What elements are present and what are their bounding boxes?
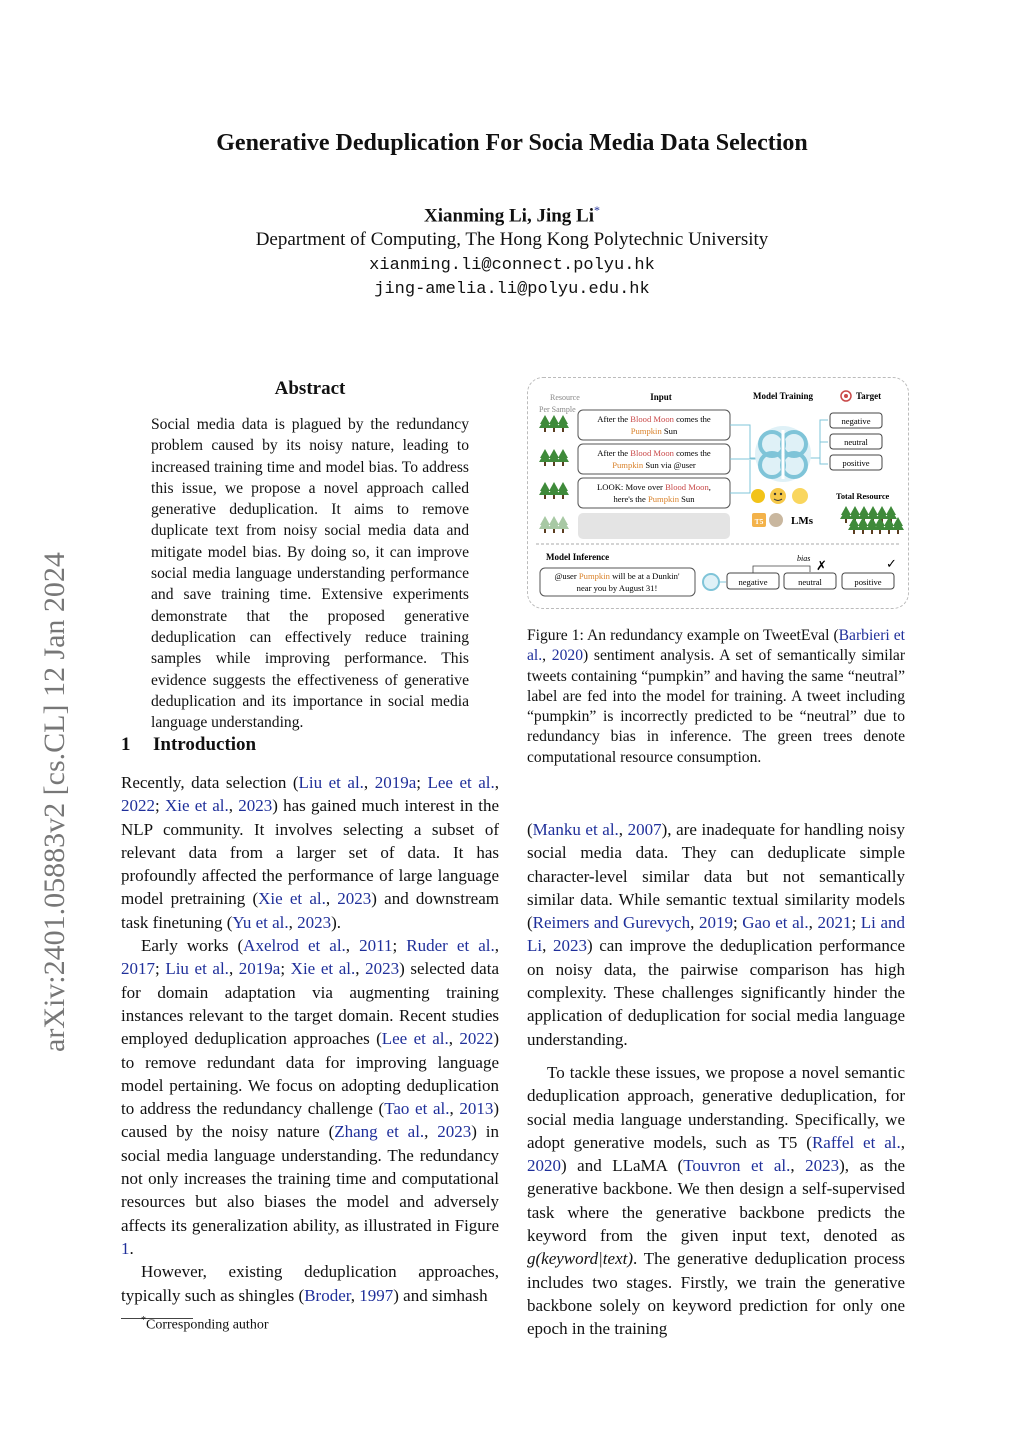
- total-resource-trees: [840, 506, 904, 534]
- figure-1-diagram: [528, 378, 908, 608]
- brain-model-icon: [755, 426, 811, 482]
- section-heading-introduction: [121, 734, 256, 756]
- footnote-text: Corresponding author: [146, 1317, 269, 1333]
- tree-icon-faded: [539, 516, 569, 533]
- citation-link[interactable]: Xie et al.: [258, 889, 326, 909]
- text-run: ,: [449, 1099, 460, 1119]
- text-run: comes the: [673, 448, 711, 458]
- citation-link[interactable]: Lee et al.: [427, 773, 495, 792]
- highlight-pumpkin: Pumpkin: [630, 426, 662, 436]
- text-run: Recently, data selection (: [121, 773, 299, 792]
- paragraph-right-1: [527, 818, 905, 1051]
- text-run: Early works (: [141, 936, 244, 956]
- ernie-icon: [792, 488, 808, 504]
- target-positive-label: positive: [842, 458, 870, 468]
- model-training-label: Model Training: [753, 391, 813, 401]
- section-number: 1: [121, 734, 131, 755]
- citation-link[interactable]: Zhang et al.: [334, 1122, 425, 1142]
- t5-label: T5: [754, 517, 764, 526]
- target-box-positive: [830, 455, 882, 470]
- text-run: ,: [542, 936, 553, 956]
- text-run: ,: [288, 912, 298, 932]
- citation-link[interactable]: 2017: [121, 959, 155, 979]
- text-run: (: [527, 820, 533, 839]
- text-run: ,: [355, 959, 366, 979]
- check-mark-icon: ✓: [886, 556, 897, 571]
- citation-link[interactable]: Broder: [304, 1285, 351, 1305]
- text-run: ,: [424, 1122, 438, 1142]
- citation-link[interactable]: 2022: [121, 796, 155, 816]
- citation-link[interactable]: 2019: [698, 913, 733, 933]
- text-run: .: [129, 1238, 134, 1258]
- text-run: After the: [597, 448, 631, 458]
- paragraph-right-2: [527, 1061, 905, 1341]
- highlight-blood-moon: Blood Moon: [665, 482, 709, 492]
- citation-link[interactable]: 2023: [337, 889, 372, 909]
- citation-link[interactable]: Reimers and Gurevych: [532, 913, 691, 933]
- text-run: ) has gained much interest in the NLP community. It involves selecting a subset of relevant data from a larger set of data. It has profoundly affected the performance of large language model pretraining (: [121, 796, 499, 909]
- input-1-line-1: [597, 414, 711, 424]
- citation-link[interactable]: Barbieri et al.: [527, 627, 905, 665]
- citation-link[interactable]: 2021: [817, 913, 852, 933]
- input-box-1: [578, 410, 730, 440]
- text-run: ,: [542, 647, 552, 665]
- citation-link[interactable]: Liu et al.: [298, 773, 364, 792]
- arxiv-stamp-text: arXiv:2401.05883v2 [cs.CL] 12 Jan 2024: [38, 552, 71, 1052]
- text-run: ) and simhash: [393, 1285, 488, 1305]
- text-run: To tackle these issues, we propose a novel semantic deduplication approach, generative deduplication, for social media language understanding. Specifically, we adopt generative models, such as T5 (: [527, 1062, 905, 1152]
- text-run: ,: [350, 1285, 360, 1305]
- citation-link[interactable]: Li and Li: [527, 913, 906, 956]
- citation-link[interactable]: 2023: [437, 1122, 472, 1142]
- citation-link[interactable]: Manku et al.: [532, 820, 619, 839]
- citation-link[interactable]: 2023: [238, 796, 273, 816]
- inference-input-box: [540, 568, 695, 596]
- text-run: Sun: [679, 494, 695, 504]
- text-run: Sun: [661, 426, 678, 436]
- pred-box-positive: [842, 573, 894, 589]
- pred-positive-label: positive: [854, 577, 882, 587]
- text-run: ) sentiment analysis. A set of semantically similar tweets containing “pumpkin” and having the same “neutral” label are fed into the model for training. A tweet including “pumpkin” is incorrectly predicted to be “neutral” due to redundancy bias in inference. The green trees denote computational resource consumption.: [527, 647, 906, 766]
- text-run: ,: [363, 773, 375, 792]
- highlight-pumpkin: Pumpkin: [578, 571, 610, 581]
- citation-link[interactable]: Touvron et al.: [683, 1156, 791, 1176]
- affiliation: Department of Computing, The Hong Kong Polytechnic University: [255, 229, 769, 250]
- tree-icon-sample-1: [539, 415, 569, 432]
- citation-link[interactable]: 1: [121, 1238, 130, 1258]
- email-xianming: xianming.li@connect.polyu.hk: [369, 256, 655, 275]
- arxiv-stamp: [14, 430, 78, 1080]
- citation-link[interactable]: 1997: [359, 1285, 394, 1305]
- text-run: LOOK: Move over: [597, 482, 666, 492]
- text-run: After the: [597, 414, 631, 424]
- input-2-line-1: [597, 448, 711, 458]
- text-run: ,: [448, 1029, 460, 1049]
- input-placeholder-box: [578, 513, 730, 539]
- figure-1-caption: [527, 626, 905, 768]
- abstract-heading: Abstract: [274, 378, 346, 399]
- highlight-pumpkin: Pumpkin: [647, 494, 679, 504]
- citation-link[interactable]: 2023: [365, 959, 400, 979]
- citation-link[interactable]: Yu et al.: [232, 912, 289, 932]
- citation-link[interactable]: 2023: [552, 936, 587, 956]
- text-run: However, existing deduplication approaches, typically such as shingles (: [121, 1262, 499, 1305]
- math-expression: g(keyword|text): [527, 1249, 633, 1269]
- paper-title: Generative Deduplication For Socia Media Data Selection: [216, 130, 808, 156]
- text-run: ) can improve the deduplication performance on noisy data, the pairwise comparison has high complexity. These challenges significantly hinder the application of deduplication for social media language understanding.: [527, 936, 905, 1049]
- citation-link[interactable]: 2007: [627, 820, 662, 839]
- citation-link[interactable]: 2020: [551, 647, 583, 665]
- text-run: ,: [494, 773, 499, 792]
- text-run: ,: [618, 820, 628, 839]
- citation-link[interactable]: 2019a: [374, 773, 417, 792]
- text-run: ).: [331, 912, 342, 932]
- citation-link[interactable]: 2011: [359, 936, 393, 956]
- highlight-blood-moon: Blood Moon: [630, 448, 674, 458]
- bias-arrow: [753, 566, 810, 573]
- text-run: ), are inadequate for handling noisy social media data. They can deduplicate simple character-level similar data but not semantically similar data. While semantic textual similarity models (: [527, 820, 906, 933]
- text-run: ,: [494, 936, 500, 956]
- paragraph-intro-1: [121, 771, 499, 934]
- text-run: ,: [345, 936, 360, 956]
- citation-link[interactable]: 2020: [527, 1156, 561, 1176]
- text-run: ;: [392, 936, 407, 956]
- text-run: ) selected data for domain adaptation via augmenting training instances relevant to the target domain. Recent studies employed deduplication approaches (: [121, 959, 499, 1049]
- input-2-line-2: [612, 460, 696, 470]
- paragraph-intro-3: [121, 1260, 499, 1307]
- citation-link[interactable]: 2022: [459, 1029, 494, 1049]
- target-negative-label: negative: [841, 416, 871, 426]
- text-run: near you by August 31!: [576, 583, 658, 593]
- llama-icon: [769, 513, 783, 527]
- cross-mark-icon: ✗: [816, 558, 827, 573]
- text-run: ) to remove redundant data for improving language model pertaining. We focus on adopting deduplication to address the redundancy challenge (: [121, 1029, 500, 1119]
- section-title: Introduction: [153, 734, 257, 755]
- email-jing: jing-amelia.li@polyu.edu.hk: [374, 280, 650, 299]
- text-run: ) caused by the noisy nature (: [121, 1099, 500, 1142]
- target-box-negative: [830, 413, 882, 428]
- target-icon: [841, 391, 851, 401]
- citation-link[interactable]: 2013: [459, 1099, 494, 1119]
- lms-label: LMs: [791, 515, 813, 527]
- input-3-line-2: [613, 494, 695, 504]
- text-run: here's the: [613, 494, 648, 504]
- text-run: ), as the generative backbone. We then design a self-supervised task where the generative backbone predicts the keyword from the given input text, denoted as: [527, 1156, 906, 1246]
- citation-link[interactable]: Xie et al.: [290, 959, 356, 979]
- highlight-pumpkin: Pumpkin: [612, 460, 644, 470]
- right-column-body: [527, 818, 905, 1341]
- text-run: ,: [228, 796, 239, 816]
- text-run: ,: [690, 913, 699, 933]
- text-run: ;: [732, 913, 743, 933]
- text-run: ;: [155, 796, 165, 816]
- text-run: ,: [228, 959, 239, 979]
- citation-link[interactable]: Tao et al.: [384, 1099, 450, 1119]
- text-run: ;: [416, 773, 428, 792]
- corresponding-mark[interactable]: *: [594, 203, 600, 217]
- text-run: Sun via @user: [643, 460, 696, 470]
- pred-neutral-label: neutral: [798, 577, 822, 587]
- text-run: @user: [554, 571, 579, 581]
- text-run: ) and downstream task finetuning (: [121, 889, 499, 932]
- model-inference-label: Model Inference: [546, 552, 610, 562]
- text-run: will be at a Dunkin': [609, 571, 680, 581]
- text-run: comes the: [673, 414, 711, 424]
- text-run: ,: [708, 482, 711, 492]
- per-sample-label: Per Sample: [539, 405, 576, 414]
- text-run: ;: [280, 959, 291, 979]
- citation-link[interactable]: Liu et al.: [165, 959, 229, 979]
- footnote-mark: *: [141, 1315, 146, 1326]
- abstract-text: Social media data is plagued by the redundancy problem caused by its noisy nature, leading to increased training time and model bias. To address this issue, we propose a novel approach called generative deduplication. It aims to remove duplicate text from noisy social media data and mitigate model bias. By doing so, it can improve social media language understanding performance and save training time. Extensive experiments demonstrate that the proposed generative deduplication can effectively reduce training samples while improving performance. This evidence suggests the effectiveness of generative deduplication and its importance in social media language understanding.: [151, 416, 469, 732]
- text-run: ;: [851, 913, 861, 933]
- text-run: ,: [808, 913, 818, 933]
- text-run: ) in social media language understanding. The redundancy not only increases the training time and computational resources but also biases the model and adversely affects its generalization ability, as illustrated in Figure: [121, 1122, 500, 1235]
- text-run: ,: [900, 1132, 905, 1152]
- citation-link[interactable]: Xie et al.: [164, 796, 229, 816]
- total-resource-label: Total Resource: [836, 492, 890, 501]
- hf-emoji-icon: [770, 488, 786, 504]
- resource-label: Resource: [550, 393, 580, 402]
- citation-link[interactable]: Raffel et al.: [811, 1132, 901, 1152]
- target-label: Target: [856, 391, 882, 401]
- text-run: ,: [790, 1156, 806, 1176]
- highlight-blood-moon: Blood Moon: [630, 414, 674, 424]
- tree-icon-sample-3: [539, 482, 569, 499]
- pred-box-neutral: [784, 573, 836, 589]
- tree-icon-sample-2: [539, 449, 569, 466]
- citation-link[interactable]: 2023: [805, 1156, 840, 1176]
- target-box-neutral: [830, 434, 882, 449]
- input-box-2: [578, 444, 730, 474]
- citation-link[interactable]: Axelrod et al.: [243, 936, 346, 956]
- input-label: Input: [650, 392, 672, 402]
- bert-icon: [751, 489, 765, 503]
- left-column-body: [121, 771, 499, 1307]
- text-run: Figure 1: An redundancy example on TweetEval (: [527, 627, 839, 644]
- paragraph-intro-2: [121, 934, 499, 1260]
- citation-link[interactable]: Lee et al.: [381, 1029, 449, 1049]
- citation-link[interactable]: Ruder et al.: [406, 936, 495, 956]
- citation-link[interactable]: 2019a: [238, 959, 281, 979]
- author-names: [0, 203, 1024, 227]
- inference-input-line-2: [577, 583, 658, 593]
- target-neutral-label: neutral: [844, 437, 868, 447]
- input-3-line-1: [597, 482, 711, 492]
- inference-input-line-1: [554, 571, 679, 581]
- input-box-3: [578, 478, 730, 508]
- input-1-line-2: [631, 426, 678, 436]
- author-names-text: Xianming Li, Jing Li: [424, 205, 594, 227]
- text-run: ;: [155, 959, 166, 979]
- footnote: [141, 1315, 268, 1334]
- bias-label: bias: [797, 554, 811, 563]
- inference-model-icon: [703, 574, 719, 590]
- text-run: ,: [325, 889, 338, 909]
- text-run: . The generative deduplication process includes two stages. Firstly, we train the generative backbone solely on keyword prediction for only one epoch in the training: [527, 1249, 905, 1339]
- pred-box-negative: [727, 573, 779, 589]
- citation-link[interactable]: 2023: [297, 912, 332, 932]
- text-run: ) and LLaMA (: [561, 1156, 684, 1176]
- pred-negative-label: negative: [738, 577, 768, 587]
- citation-link[interactable]: Gao et al.: [742, 913, 809, 933]
- figure-1: [527, 377, 909, 609]
